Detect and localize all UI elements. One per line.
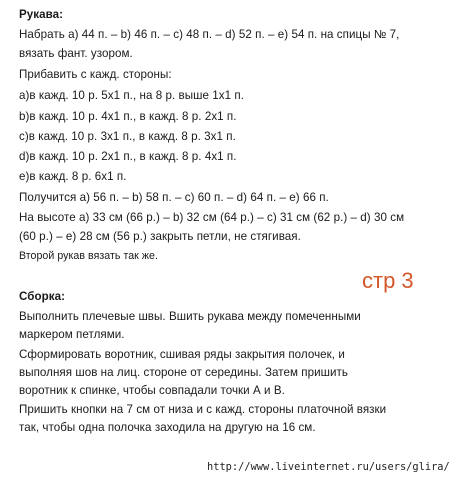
sleeves-line-12: Второй рукав вязать так же. — [19, 250, 158, 262]
sleeves-heading: Рукава: — [19, 8, 64, 21]
assembly-line-5: воротник к спинке, чтобы совпадали точки А и В. — [19, 384, 285, 397]
sleeves-line-7: d)в кажд. 10 р. 2х1 п., в кажд. 8 р. 4х1 п. — [19, 150, 237, 163]
page-number-label: стр 3 — [362, 268, 414, 293]
sleeves-line-9: Получится а) 56 п. – b) 58 п. – с) 60 п. – d) 64 п. – е) 66 п. — [19, 191, 329, 204]
assembly-line-3: Сформировать воротник, сшивая ряды закрытия полочек, и — [19, 348, 345, 361]
assembly-line-1: Выполнить плечевые швы. Вшить рукава между помеченными — [19, 310, 361, 323]
assembly-line-2: маркером петлями. — [19, 328, 125, 341]
sleeves-line-11: (60 р.) – е) 28 см (56 р.) закрыть петли, не стягивая. — [19, 230, 301, 243]
assembly-line-4: выполняя шов на лиц. стороне от середины. Затем пришить — [19, 366, 348, 379]
source-url-watermark: http://www.liveinternet.ru/users/glira/ — [207, 461, 450, 473]
sleeves-line-4: а)в кажд. 10 р. 5х1 п., на 8 р. выше 1х1 п. — [19, 89, 244, 102]
assembly-line-7: так, чтобы одна полочка заходила на другую на 16 см. — [19, 421, 316, 434]
sleeves-line-1: Набрать а) 44 п. – b) 46 п. – с) 48 п. – d) 52 п. – е) 54 п. на спицы № 7, — [19, 28, 400, 41]
sleeves-line-10: На высоте а) 33 см (66 р.) – b) 32 см (64 р.) – с) 31 см (62 р.) – d) 30 см — [19, 211, 405, 224]
sleeves-line-5: b)в кажд. 10 р. 4х1 п., в кажд. 8 р. 2х1 п. — [19, 110, 237, 123]
sleeves-line-3: Прибавить с кажд. стороны: — [19, 68, 172, 81]
sleeves-line-8: е)в кажд. 8 р. 6х1 п. — [19, 170, 127, 183]
sleeves-line-6: с)в кажд. 10 р. 3х1 п., в кажд. 8 р. 3х1 п. — [19, 130, 236, 143]
assembly-line-6: Пришить кнопки на 7 см от низа и с кажд. стороны платочной вязки — [19, 403, 387, 416]
assembly-heading: Сборка: — [19, 290, 66, 303]
sleeves-line-2: вязать фант. узором. — [19, 47, 133, 60]
